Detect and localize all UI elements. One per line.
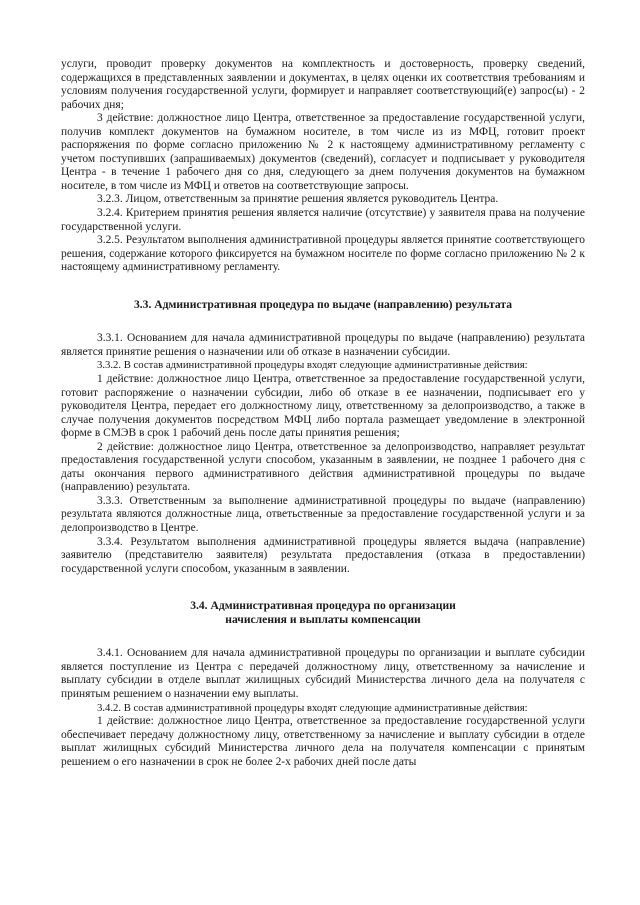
section-heading-line: 3.4. Административная процедура по организации xyxy=(190,599,456,613)
paragraph: 3 действие: должностное лицо Центра, ответственное за предоставление государственной услуги, получив комплект документов на бумажном носителе, в том числе из из МФЦ, готовит проект распоряжения по форме согласно приложению № 2 к настоящему административному регламенту с учетом поступивших (запрашиваемых) документов (сведений), согласует и подписывает у руководителя Центра - в течение 1 рабочего дня со дня, следующего за днем получения документов на бумажном носителе, в том числе из МФЦ и ответов на соответствующие запросы. xyxy=(61,112,585,192)
paragraph: 3.2.3. Лицом, ответственным за принятие решения является руководитель Центра. xyxy=(97,193,499,206)
paragraph: 3.3.1. Основанием для начала административной процедуры по выдаче (направлению) результата является принятие решения о назначении или об отказе в назначении субсидии. xyxy=(61,332,585,358)
paragraph: 3.2.5. Результатом выполнения административной процедуры является принятие соответствующего решения, содержание которого фиксируется на бумажном носителе по форме согласно приложению № 2 к настоящему административному регламенту. xyxy=(61,234,585,274)
paragraph: 3.3.3. Ответственным за выполнение административной процедуры по выдаче (направлению) результата являются должностные лица, ответьственные за предоставление государственной услуги и за делопроизводство в Центре. xyxy=(61,494,585,534)
paragraph: 3.4.1. Основанием для начала административной процедуры по организации и выплате субсидии является поступление из Центра с передачей должностному лицу, ответственному за начисление и выплату субсидии в отделе выплат жилищных субсидий Министерства личного дела на получателя с принятым решением о назначении ему выплаты. xyxy=(61,647,585,701)
paragraph: 1 действие: должностное лицо Центра, ответственное за предоставление государственной услуги обеспечивает передачу должностному лицу, ответственному за начисление и выплату субсидии в отделе выплат жилищных субсидий Министерства личного дела на получателя компенсации с принятым решением о его назначении в срок не более 2-х рабочих дней после даты xyxy=(61,715,585,768)
paragraph: 2 действие: должностное лицо Центра, ответственное за делопроизводство, направляет результат предоставления государственной услуги способом, указанным в заявлении, не позднее 1 рабочего дня с даты окончания первого административного действия административной процедуры по выдаче (направлению) результата. xyxy=(61,440,585,494)
paragraph: 3.3.4. Результатом выполнения административной процедуры является выдача (направление) заявителю (представителю заявителя) результата предоставления (отказа в предоставлении) государственной услуги способом, указанным в заявлении. xyxy=(61,535,585,575)
section-heading-3-4 xyxy=(61,599,585,626)
section-heading-3-3: 3.3. Административная процедура по выдаче (направлению) результата xyxy=(133,297,513,311)
paragraph: 3.4.2. В состав административной процедуры входят следующие административные действия: xyxy=(97,701,528,714)
paragraph: 1 действие: должностное лицо Центра, ответственное за предоставление государственной услуги, готовит распоряжение о назначении субсидии, либо об отказе в ее назначении, подписывает его у руководителя Центра, передает его должностному лицу, ответственному за делопроизводство, а также в случае получения документов посредством МФЦ либо портала размещает уведомление в электронной форме в СМЭВ в срок 1 рабочий день после даты принятия решения; xyxy=(61,372,585,440)
paragraph: 3.2.4. Критерием принятия решения является наличие (отсутствие) у заявителя права на получение государственной услуги. xyxy=(61,207,585,233)
paragraph: 3.3.2. В состав административной процедуры входят следующие административные действия: xyxy=(97,359,528,372)
paragraph: услуги, проводит проверку документов на комплектность и достоверность, проверку сведений, содержащихся в представленных заявлении и документах, в целях оценки их соответствия требованиям и условиям получения государственной услуги, формирует и направляет соответствующий(е) запрос(ы) - 2 рабочих дня; xyxy=(61,58,585,111)
section-heading-line: начисления и выплаты компенсации xyxy=(225,612,421,626)
